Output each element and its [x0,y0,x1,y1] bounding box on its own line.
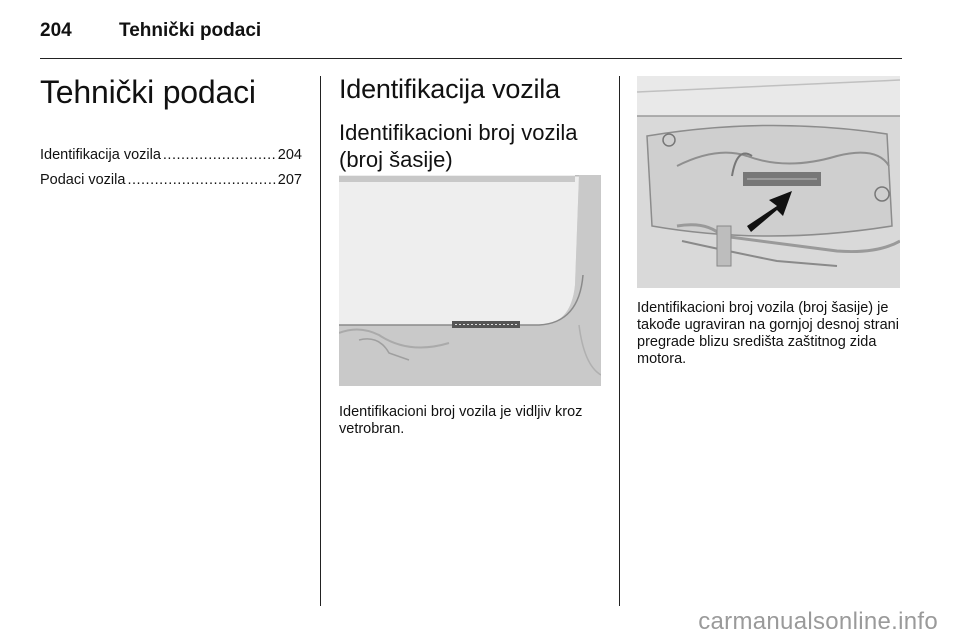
header-divider [40,58,902,59]
column-divider-left [320,76,321,606]
toc-leader-dots [163,147,276,163]
toc-entry[interactable] [40,147,302,172]
chapter-title: Tehnički podaci [40,74,256,110]
toc-entry-label: Podaci vozila [40,172,126,188]
running-title: Tehnički podaci [119,20,262,41]
toc-entry-label: Identifikacija vozila [40,147,161,163]
subsection-title: Identifikacioni broj vozila (broj šasije) [339,120,578,172]
toc-entry-page: 204 [277,147,302,163]
table-of-contents [40,147,302,197]
toc-leader-dots [127,172,275,188]
watermark: carmanualsonline.info [698,608,938,635]
figure-caption: Identifikacioni broj vozila je vidljiv kroz vetrobran. [339,404,583,437]
toc-entry[interactable] [40,172,302,197]
section-column [339,74,601,173]
windshield-vin-plate-illustration [339,175,601,386]
page-number: 204 [40,20,72,41]
toc-entry-page: 207 [277,172,302,188]
column-divider-right [619,76,620,606]
chapter-column [40,74,302,197]
page-header [40,20,900,44]
section-title: Identifikacija vozila [339,74,560,104]
figure-caption: Identifikacioni broj vozila (broj šasije) je takođe ugraviran na gornjoj desnoj strani pregrade blizu središta zaštitnog zida motora. [637,300,899,367]
engine-bulkhead-vin-arrow-illustration [637,76,900,288]
